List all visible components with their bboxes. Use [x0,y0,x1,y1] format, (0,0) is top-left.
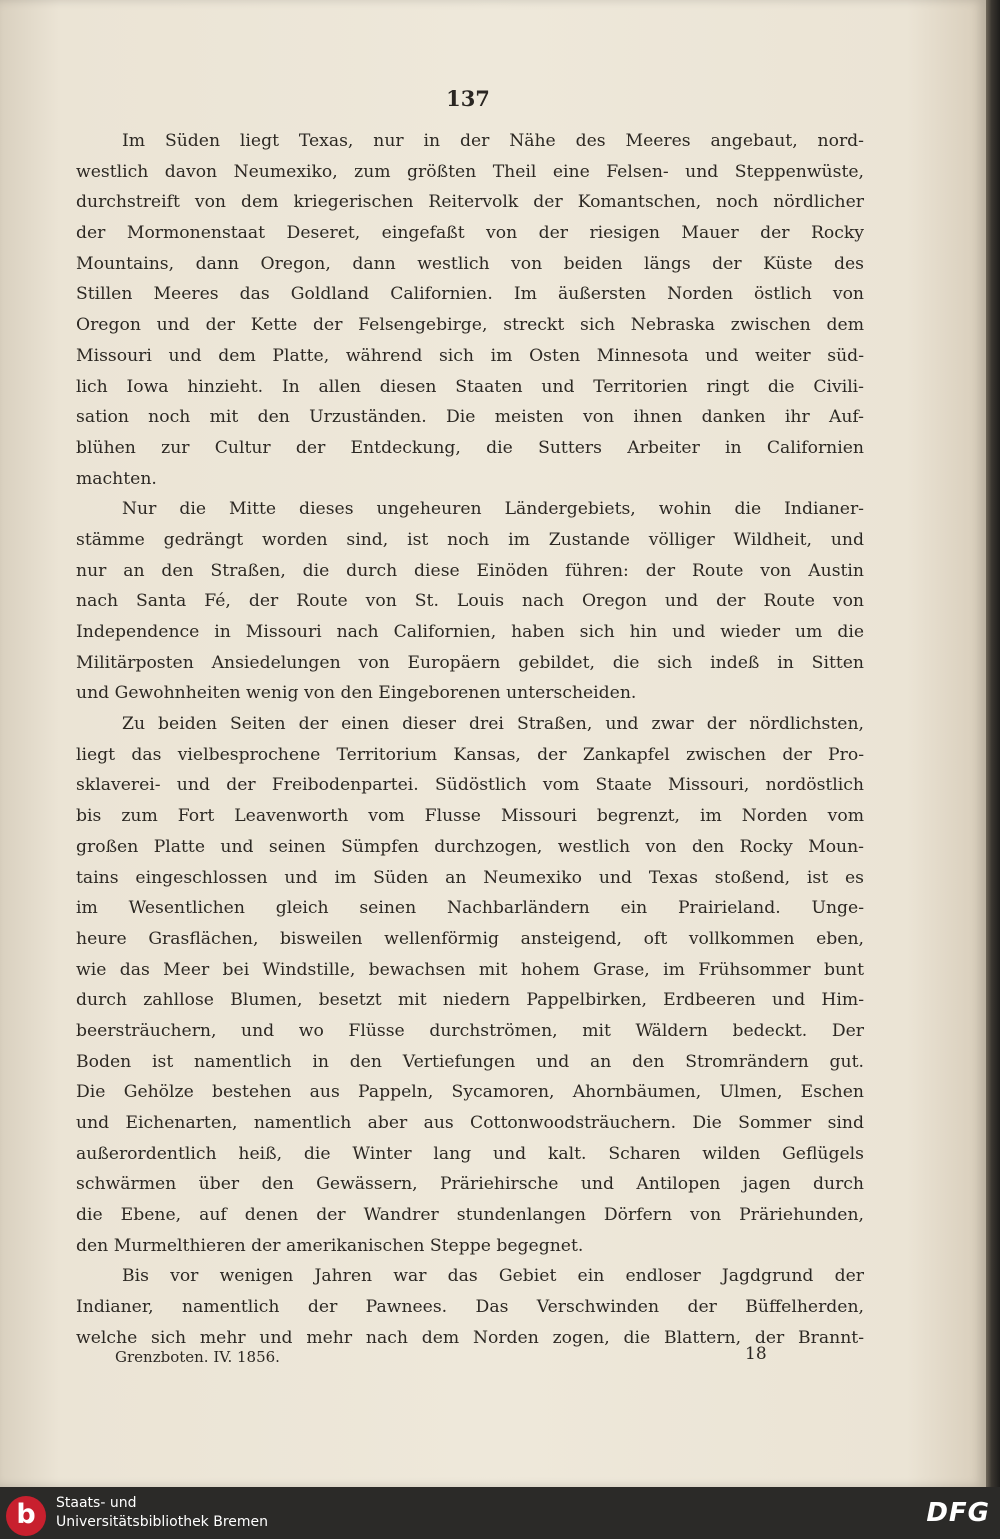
text-line: Mountains, dann Oregon, dann westlich von beiden längs der Küste des [76,253,864,274]
text-line: liegt das vielbesprochene Territorium Kansas, der Zankapfel zwischen der Pro- [76,744,864,765]
text-line: stämme gedrängt worden sind, ist noch im Zustande völliger Wildheit, und [76,529,864,550]
library-name[interactable] [56,1494,268,1532]
text-line: bis zum Fort Leavenworth vom Flusse Missouri begrenzt, im Norden vom [76,806,864,827]
text-line: heure Grasflächen, bisweilen wellenförmig ansteigend, oft vollkommen eben, [76,928,864,949]
library-name-line1: Staats- und [56,1495,137,1511]
body-text [76,126,864,1354]
text-line: Missouri und dem Platte, während sich im Osten Minnesota und weiter süd- [76,345,864,366]
text-line: Boden ist namentlich in den Vertiefungen und an den Stromrändern gut. [76,1051,864,1072]
page-number: 137 [446,86,490,111]
text-line: lich Iowa hinzieht. In allen diesen Staaten und Territorien ringt die Civili- [76,376,864,397]
text-line: Independence in Missouri nach Californien, haben sich hin und wieder um die [76,622,864,642]
text-line: außerordentlich heiß, die Winter lang und kalt. Scharen wilden Geflügels [76,1143,864,1164]
library-logo-icon[interactable]: b [6,1496,46,1536]
text-line: den Murmelthieren der amerikanischen Steppe begegnet. [76,1235,584,1256]
text-line: großen Platte und seinen Sümpfen durchzogen, westlich von den Rocky Moun- [76,836,864,857]
text-line: westlich davon Neumexiko, zum größten Theil eine Felsen- und Steppenwüste, [76,161,864,182]
text-line: Stillen Meeres das Goldland Californien. Im äußersten Norden östlich von [76,284,864,305]
text-line: Indianer, namentlich der Pawnees. Das Verschwinden der Büffelherden, [76,1297,864,1318]
text-line: Im Süden liegt Texas, nur in der Nähe des Meeres angebaut, nord- [122,131,864,151]
dfg-logo[interactable]: DFG [926,1498,990,1528]
text-line: Bis vor wenigen Jahren war das Gebiet ein endloser Jagdgrund der [122,1266,864,1287]
text-line: welche sich mehr und mehr nach dem Norden zogen, die Blattern, der Brannt- [76,1327,864,1348]
text-line: Oregon und der Kette der Felsengebirge, streckt sich Nebraska zwischen dem [76,315,864,336]
text-line: sation noch mit den Urzuständen. Die meisten von ihnen danken ihr Auf- [76,407,864,428]
text-line: nur an den Straßen, die durch diese Einöden führen: der Route von Austin [76,560,864,581]
text-line: wie das Meer bei Windstille, bewachsen mit hohem Grase, im Frühsommer bunt [76,959,864,980]
footer-signature: Grenzboten. IV. 1856. [115,1348,280,1366]
library-name-line2: Universitätsbibliothek Bremen [56,1514,269,1530]
text-line: beersträuchern, und wo Flüsse durchströmen, mit Wäldern bedeckt. Der [76,1020,864,1041]
footer-sheet-number: 18 [745,1344,767,1364]
text-line: sklaverei- und der Freibodenpartei. Südöstlich vom Staate Missouri, nordöstlich [76,775,864,796]
text-line: Die Gehölze bestehen aus Pappeln, Sycamoren, Ahornbäumen, Ulmen, Eschen [76,1082,864,1103]
text-line: und Eichenarten, namentlich aber aus Cottonwoodsträuchern. Die Sommer sind [76,1113,864,1133]
text-line: Zu beiden Seiten der einen dieser drei Straßen, und zwar der nördlichsten, [122,714,864,735]
text-line: blühen zur Cultur der Entdeckung, die Sutters Arbeiter in Californien [76,437,864,458]
text-line: und Gewohnheiten wenig von den Eingeborenen unterscheiden. [76,683,637,704]
attribution-bar [0,1487,1000,1539]
text-line: durch zahllose Blumen, besetzt mit niedern Pappelbirken, Erdbeeren und Him- [76,990,864,1011]
text-line: schwärmen über den Gewässern, Präriehirsche und Antilopen jagen durch [76,1174,864,1195]
text-line: nach Santa Fé, der Route von St. Louis nach Oregon und der Route von [76,591,864,612]
text-line: Militärposten Ansiedelungen von Europäern gebildet, die sich indeß in Sitten [76,652,864,673]
text-line: tains eingeschlossen und im Süden an Neumexiko und Texas stoßend, ist es [76,867,864,888]
text-line: der Mormonenstaat Deseret, eingefaßt von der riesigen Mauer der Rocky [76,223,864,244]
text-line: die Ebene, auf denen der Wandrer stundenlangen Dörfern von Präriehunden, [76,1205,864,1226]
text-line: durchstreift von dem kriegerischen Reitervolk der Komantschen, noch nördlicher [76,192,864,213]
text-line: im Wesentlichen gleich seinen Nachbarländern ein Prairieland. Unge- [76,898,864,919]
text-line: machten. [76,468,157,489]
page-edge [986,0,1000,1487]
text-line: Nur die Mitte dieses ungeheuren Ländergebiets, wohin die Indianer- [122,499,864,520]
